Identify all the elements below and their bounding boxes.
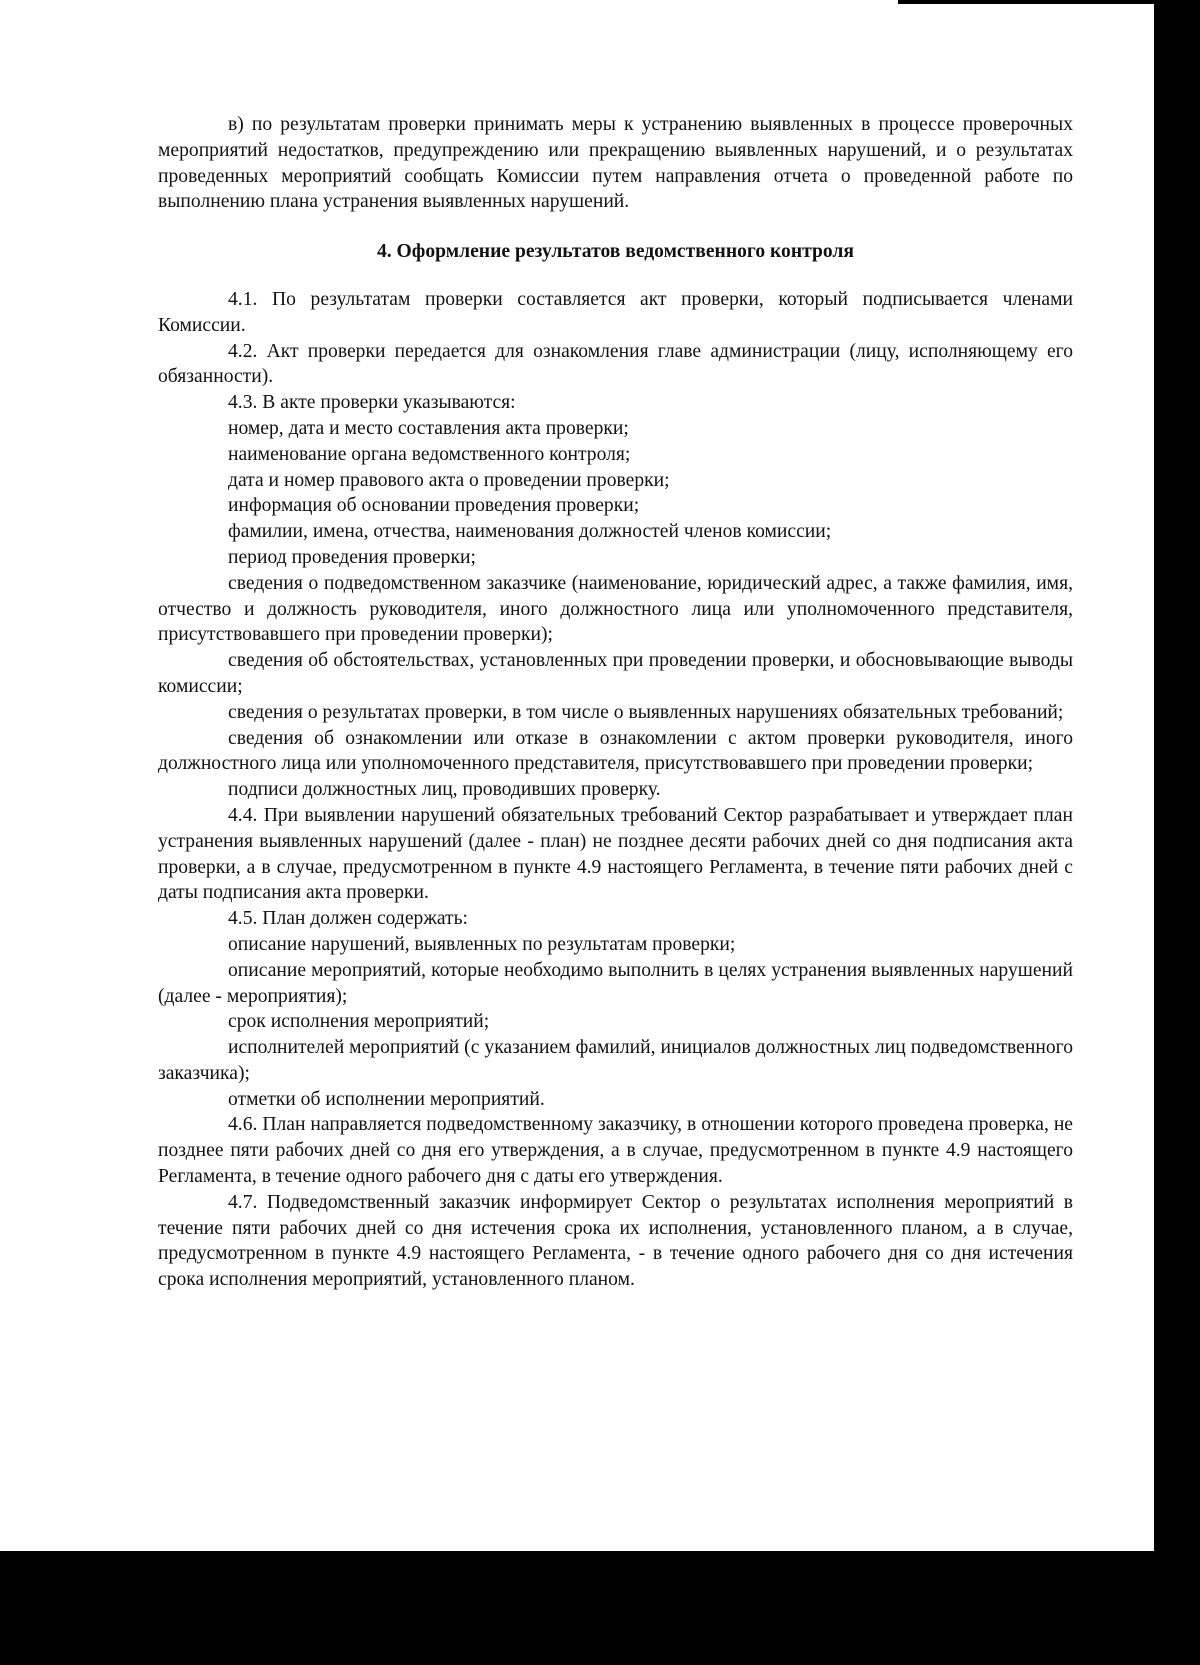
- list-item: дата и номер правового акта о проведении проверки;: [228, 469, 670, 491]
- paragraph-4-2: 4.2. Акт проверки передается для ознакомления главе администрации (лицу, исполняющему его обязанности).: [158, 340, 1073, 388]
- list-item: сведения об обстоятельствах, установленных при проведении проверки, и обосновывающие выводы комиссии;: [158, 650, 1073, 697]
- paragraph-4-5: 4.5. План должен содержать:: [228, 908, 469, 930]
- paragraph-4-3: 4.3. В акте проверки указываются:: [228, 392, 516, 414]
- list-item: период проведения проверки;: [228, 546, 476, 568]
- paragraph-4-7: 4.7. Подведомственный заказчик информирует Сектор о результатах исполнения мероприятий в течение пяти рабочих дней со дня истечения срока их исполнения, установленного планом, а в случае, предусмотренном в пункте 4.9 настоящего Регламента, - в течение одного рабочего дня со дня истечения срока исполнения мероприятий, установленного планом.: [158, 1191, 1073, 1291]
- list-item: фамилии, имена, отчества, наименования должностей членов комиссии;: [228, 521, 832, 543]
- list-item: наименование органа ведомственного контроля;: [228, 443, 631, 465]
- scan-edge-bottom: [0, 1551, 1200, 1665]
- list-item: исполнителей мероприятий (с указанием фамилий, инициалов должностных лиц подведомственного заказчика);: [158, 1037, 1073, 1084]
- intro-paragraph: в) по результатам проверки принимать меры к устранению выявленных в процессе проверочных мероприятий недостатков, предупреждению или прекращению выявленных нарушений, и о результатах проведенных мероприятий сообщать Комиссии путем направления отчета о проведенной работе по выполнению плана устранения выявленных нарушений.: [158, 114, 1073, 213]
- list-item: сведения о подведомственном заказчике (наименование, юридический адрес, а также фамилия, имя, отчество и должность руководителя, иного должностного лица или уполномоченного представителя, присутствовавшего при проведении проверки);: [158, 572, 1073, 646]
- list-item: описание мероприятий, которые необходимо выполнить в целях устранения выявленных нарушений (далее - мероприятия);: [158, 959, 1073, 1007]
- list-item: описание нарушений, выявленных по результатам проверки;: [228, 933, 736, 955]
- section-title: 4. Оформление результатов ведомственного контроля: [376, 241, 855, 263]
- paragraph-4-6: 4.6. План направляется подведомственному заказчику, в отношении которого проведена проверка, не позднее пяти рабочих дней со дня его утверждения, а в случае, предусмотренном в пункте 4.9 настоящего Регламента, в течение одного рабочего дня с даты его утверждения.: [158, 1114, 1073, 1188]
- document-body: [158, 112, 1073, 1293]
- list-item: номер, дата и место составления акта проверки;: [228, 417, 629, 439]
- scan-edge-top: [898, 0, 1154, 4]
- list-item: отметки об исполнении мероприятий.: [228, 1088, 545, 1110]
- paragraph-4-1: 4.1. По результатам проверки составляется акт проверки, который подписывается членами Комиссии.: [158, 288, 1073, 336]
- list-item: сведения о результатах проверки, в том числе о выявленных нарушениях обязательных требований;: [228, 701, 1064, 723]
- scan-edge-right: [1154, 0, 1200, 1665]
- list-item: срок исполнения мероприятий;: [228, 1011, 490, 1033]
- list-item: сведения об ознакомлении или отказе в ознакомлении с актом проверки руководителя, иного должностного лица или уполномоченного представителя, присутствовавшего при проведении проверки;: [158, 727, 1073, 775]
- paragraph-4-4: 4.4. При выявлении нарушений обязательных требований Сектор разрабатывает и утверждает план устранения выявленных нарушений (далее - план) не позднее десяти рабочих дней со дня подписания акта проверки, а в случае, предусмотренном в пункте 4.9 настоящего Регламента, в течение пяти рабочих дней с даты подписания акта проверки.: [158, 804, 1073, 904]
- list-item: подписи должностных лиц, проводивших проверку.: [228, 779, 661, 801]
- list-item: информация об основании проведения проверки;: [228, 495, 640, 517]
